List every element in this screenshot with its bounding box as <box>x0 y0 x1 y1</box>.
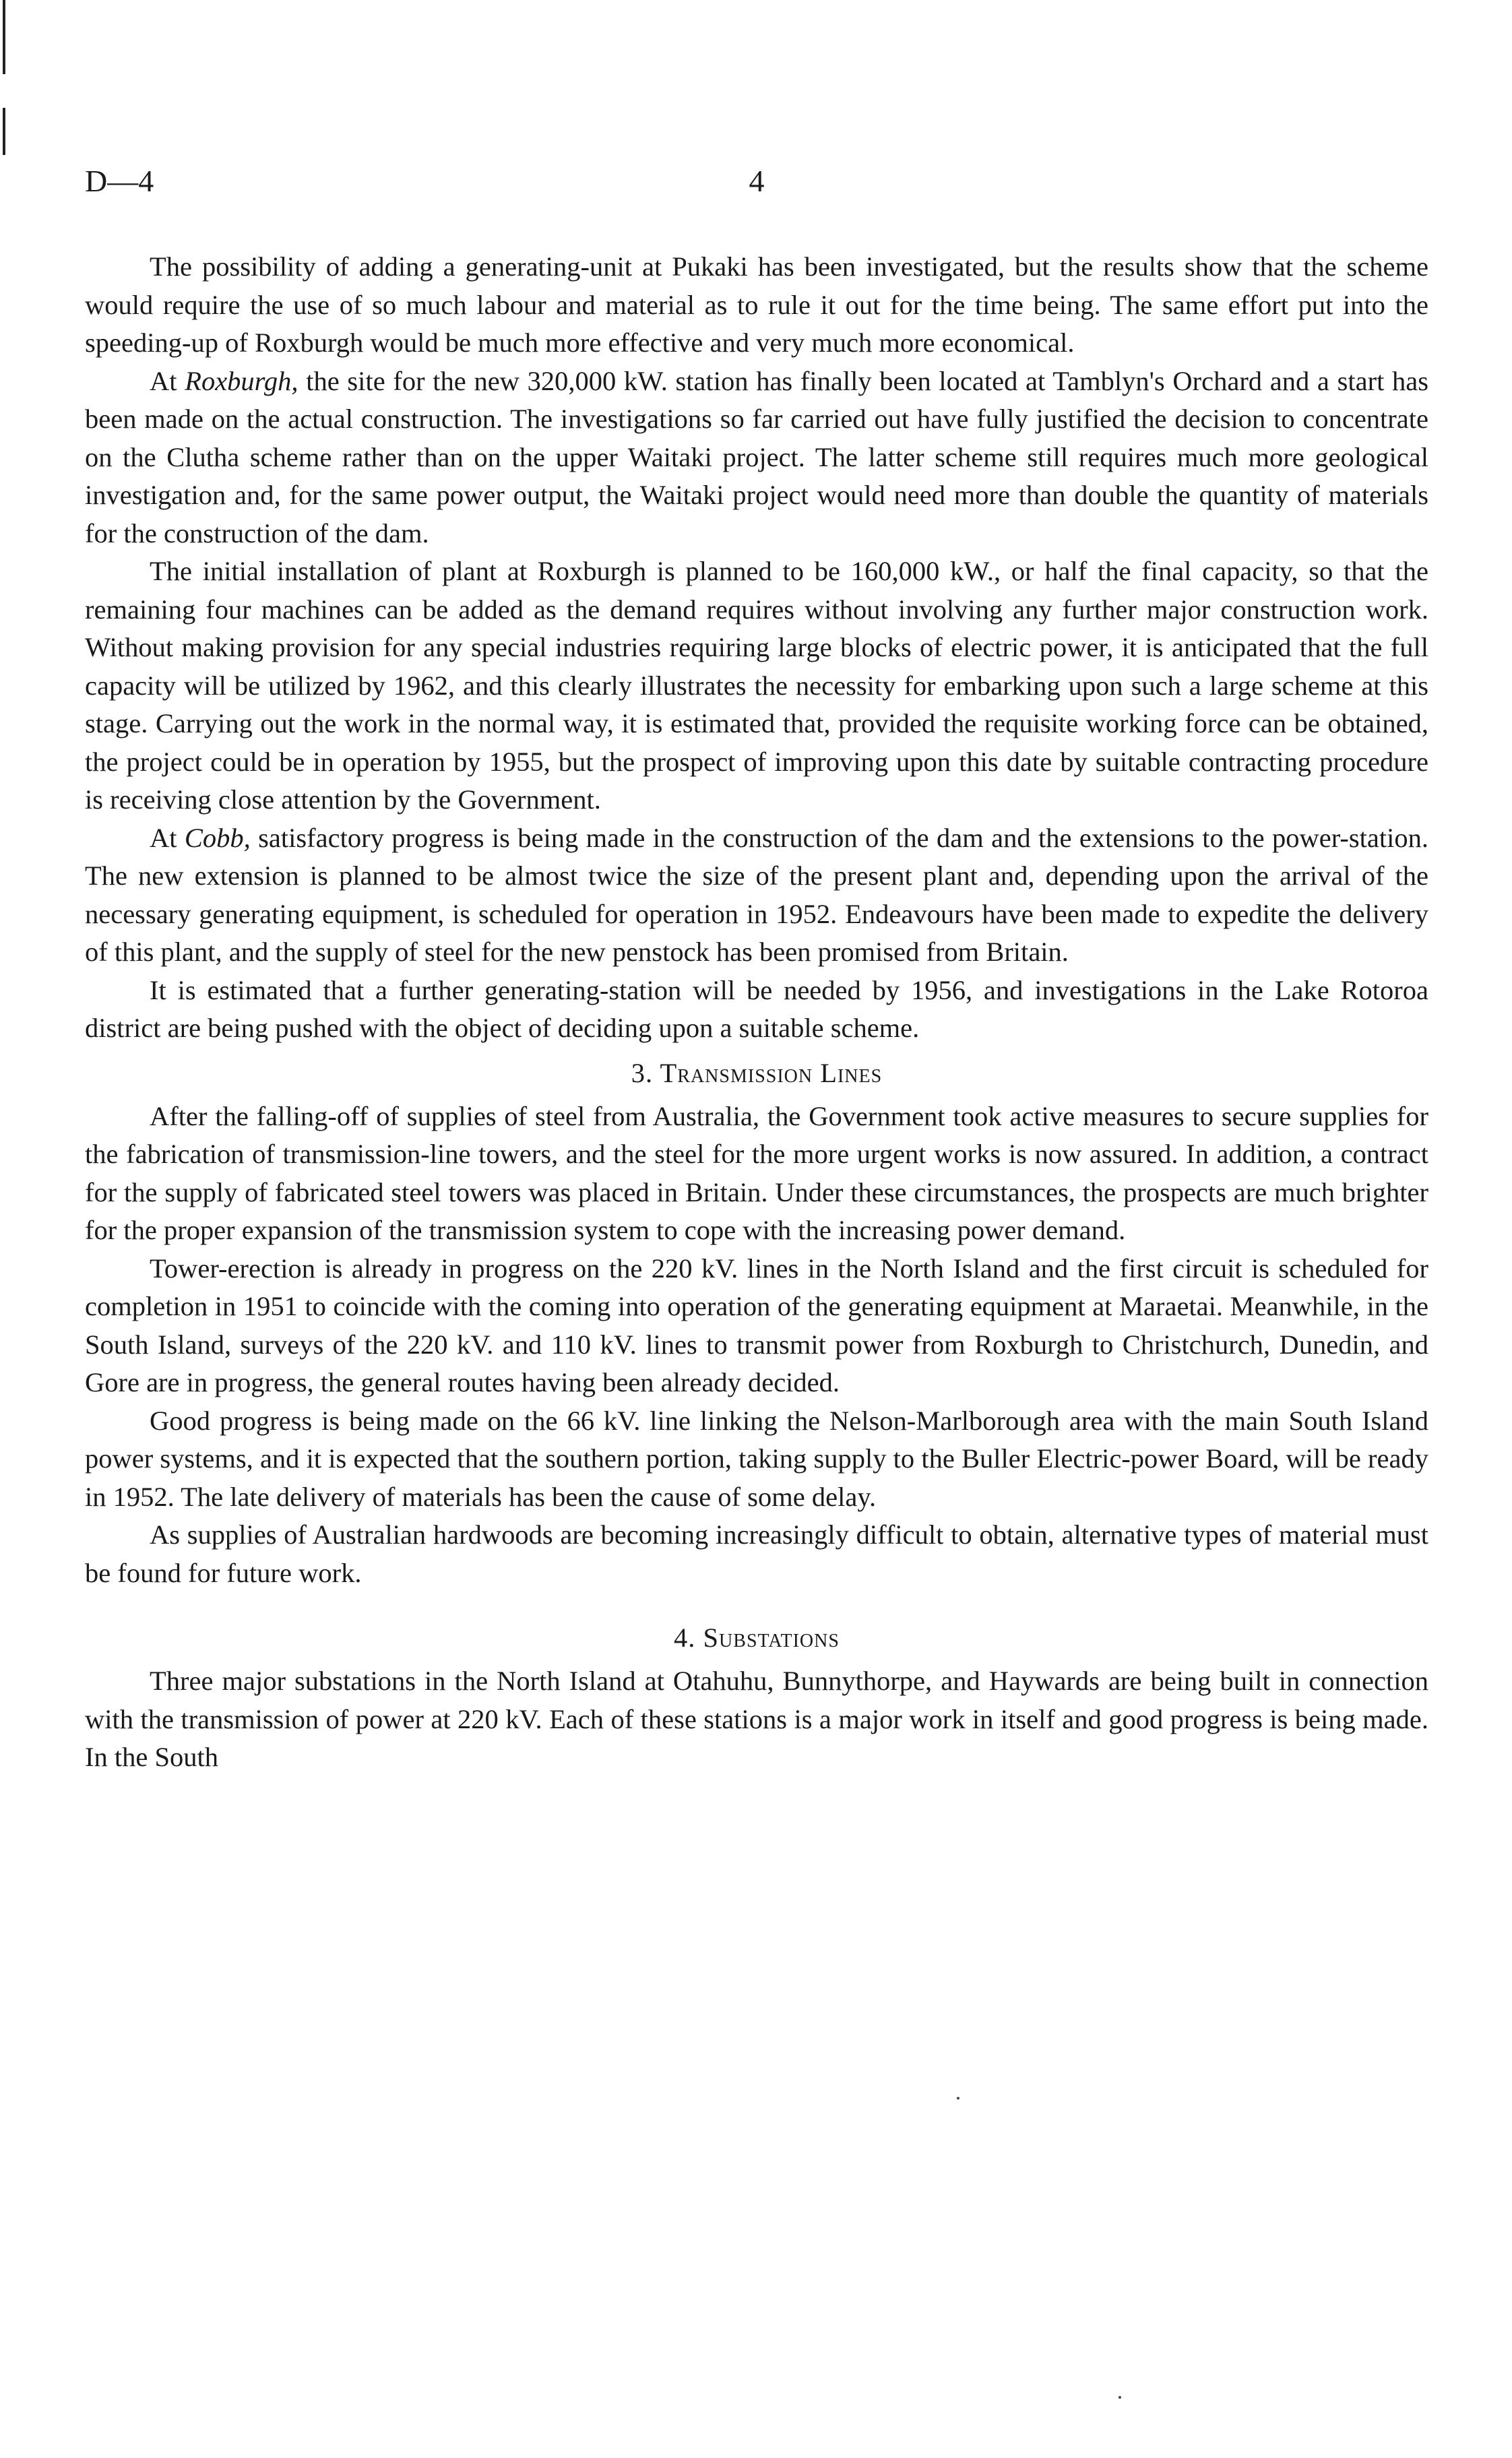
page-number: 4 <box>749 164 765 198</box>
section-heading-transmission-lines: 3. Transmission Lines <box>631 1057 883 1088</box>
paragraph-roxburgh <box>85 363 1428 553</box>
article-body <box>85 248 1428 1777</box>
paragraph-initial-installation: The initial installation of plant at Roxburgh is planned to be 160,000 kW., or half the final capacity, so that the remaining four machines can be added as the demand requires without involving any further major construction work. Without making provision for any special industries requiring large blocks of electric power, it is anticipated that the full capacity will be utilized by 1962, and this clearly illustrates the necessity for embarking upon such a large scheme at this stage. Carrying out the work in the normal way, it is estimated that, provided the requisite working force can be obtained, the project could be in operation by 1955, but the prospect of improving upon this date by suitable contracting procedure is receiving close attention by the Government. <box>85 556 1428 815</box>
paragraph-cobb <box>85 819 1428 972</box>
place-name-cobb: Cobb, <box>184 822 251 853</box>
paragraph-lead: At <box>150 365 185 396</box>
paragraph-nelson-marlborough-line: Good progress is being made on the 66 kV. line linking the Nelson-Marlborough area with the main South Island power systems, and it is expected that the southern portion, taking supply to the Buller Electric-power Board, will be ready in 1952. The late delivery of materials has been the cause of some delay. <box>85 1405 1428 1512</box>
paragraph-steel-supplies: After the falling-off of supplies of steel from Australia, the Government took active measures to secure supplies for the fabrication of transmission-line towers, and the steel for the more urgent works is now assured. In addition, a contract for the supply of fabricated steel towers was placed in Britain. Under these circumstances, the prospects are much brighter for the proper expansion of the transmission system to cope with the increasing power demand. <box>85 1100 1428 1245</box>
scan-edge-mark-middle <box>3 108 5 155</box>
scan-speck <box>957 2097 959 2100</box>
paragraph-tower-erection: Tower-erection is already in progress on the 220 kV. lines in the North Island and the first circuit is scheduled for completion in 1951 to coincide with the coming into operation of the generating equipment at Maraetai. Meanwhile, in the South Island, surveys of the 220 kV. and 110 kV. lines to transmit power from Roxburgh to Christchurch, Dunedin, and Gore are in progress, the general routes having been already decided. <box>85 1253 1428 1397</box>
scan-edge-mark-top <box>3 0 5 74</box>
paragraph-text: the site for the new 320,000 kW. station has finally been located at Tamblyn's Orchard and a start has been made on the actual construction. The investigations so far carried out have fully justified the decision to concentrate on the Clutha scheme rather than on the upper Waitaki project. The latter scheme still requires much more geological investigation and, for the same power output, the Waitaki project would need more than double the quantity of materials for the construction of the dam. <box>85 365 1428 548</box>
paragraph-pukaki: The possibility of adding a generating-unit at Pukaki has been investigated, but the results show that the scheme would require the use of so much labour and material as to rule it out for the time being. The same effort put into the speeding-up of Roxburgh would be much more effective and very much more economical. <box>85 251 1428 358</box>
paragraph-major-substations: Three major substations in the North Island at Otahuhu, Bunnythorpe, and Haywards are being built in connection with the transmission of power at 220 kV. Each of these stations is a major work in itself and good progress is being made. In the South <box>85 1666 1428 1772</box>
section-code: D—4 <box>85 164 154 198</box>
scan-speck <box>1119 2396 1121 2399</box>
paragraph-text: satisfactory progress is being made in the construction of the dam and the extensions to the power-station. The new extension is planned to be almost twice the size of the present plant and, depending upon the arrival of the necessary generating equipment, is scheduled for operation in 1952. Endeavours have been made to expedite the delivery of this plant, and the supply of steel for the new penstock has been promised from Britain. <box>85 822 1428 967</box>
running-head <box>85 155 1428 216</box>
paragraph-hardwoods: As supplies of Australian hardwoods are becoming increasingly difficult to obtain, alternative types of material must be found for future work. <box>85 1519 1428 1588</box>
paragraph-rotoroa: It is estimated that a further generating-station will be needed by 1956, and investigations in the Lake Rotoroa district are being pushed with the object of deciding upon a suitable scheme. <box>85 974 1428 1043</box>
place-name-roxburgh: Roxburgh, <box>185 365 298 396</box>
page-content <box>85 155 1428 1777</box>
paragraph-lead: At <box>150 822 185 853</box>
section-heading-substations: 4. Substations <box>674 1622 840 1653</box>
